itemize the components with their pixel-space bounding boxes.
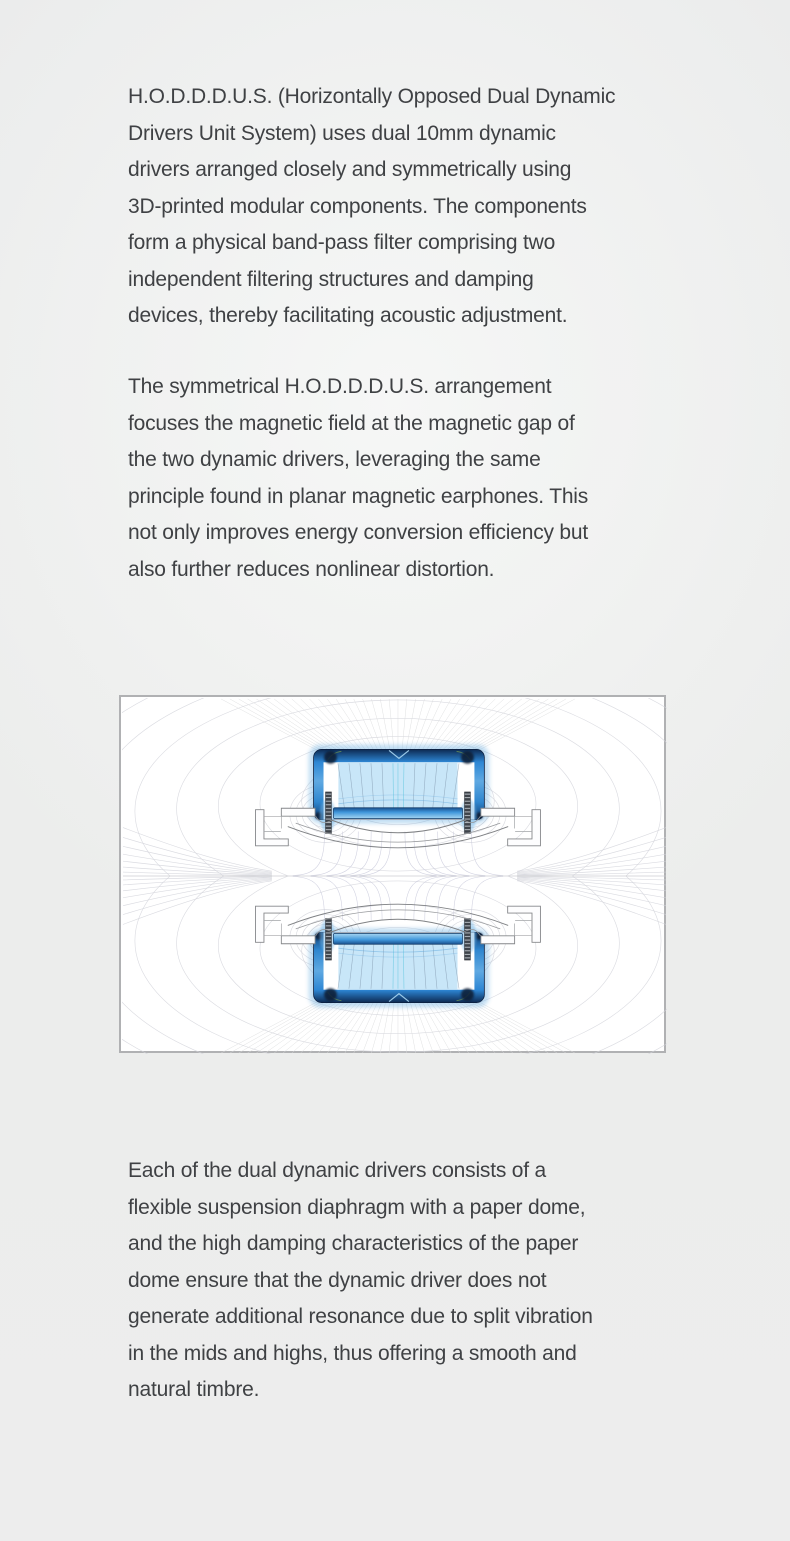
text-line: natural timbre. — [128, 1378, 260, 1401]
text-line: principle found in planar magnetic earphones. This — [128, 484, 589, 508]
magnetic-field-diagram — [121, 697, 668, 1055]
flux-hotspot — [324, 988, 337, 1001]
paragraph-hodddus-intro — [128, 79, 688, 335]
magnetic-field-simulation-figure — [119, 695, 666, 1053]
text-line: also further reduces nonlinear distortion. — [128, 557, 495, 581]
paragraph-magnetic-field — [128, 369, 688, 588]
paragraph-paper-dome — [128, 1153, 688, 1409]
text-line: The symmetrical H.O.D.D.D.U.S. arrangement — [128, 375, 552, 398]
text-line: 3D-printed modular components. The components — [128, 194, 587, 218]
voice-coil-right — [464, 919, 470, 961]
text-line: independent filtering structures and damping — [128, 267, 534, 291]
diaphragm-outer — [288, 904, 508, 925]
washer-plate — [333, 808, 462, 819]
frame-rail-left — [281, 808, 315, 816]
text-line: dome ensure that the dynamic driver does not — [128, 1268, 547, 1292]
text-line: H.O.D.D.D.U.S. (Horizontally Opposed Dual Dynamic — [128, 85, 616, 108]
text-line: focuses the magnetic field at the magnetic gap of — [128, 411, 575, 435]
text-line: and the high damping characteristics of the paper — [128, 1232, 579, 1255]
voice-coil-left — [326, 792, 332, 834]
text-line: devices, thereby facilitating acoustic adjustment. — [128, 304, 568, 327]
frame-rail-right — [481, 808, 515, 816]
text-line: Each of the dual dynamic drivers consists of a — [128, 1159, 547, 1182]
frame-rail-right — [481, 936, 515, 944]
text-line: drivers arranged closely and symmetrically using — [128, 158, 572, 181]
text-line: Drivers Unit System) uses dual 10mm dynamic — [128, 121, 556, 145]
flux-hotspot — [324, 751, 337, 764]
flux-hotspot — [461, 988, 474, 1001]
text-line: flexible suspension diaphragm with a paper dome, — [128, 1195, 586, 1219]
voice-coil-right — [464, 792, 470, 834]
text-line: in the mids and highs, thus offering a smooth and — [128, 1341, 577, 1365]
voice-coil-left — [326, 919, 332, 961]
text-line: the two dynamic drivers, leveraging the same — [128, 448, 541, 471]
frame-rail-left — [281, 936, 315, 944]
text-line: not only improves energy conversion efficiency but — [128, 521, 589, 544]
text-line: generate additional resonance due to split vibration — [128, 1305, 593, 1328]
washer-plate — [333, 933, 462, 944]
text-line: form a physical band-pass filter comprising two — [128, 231, 556, 254]
diaphragm-outer — [288, 827, 508, 848]
flux-hotspot — [461, 751, 474, 764]
